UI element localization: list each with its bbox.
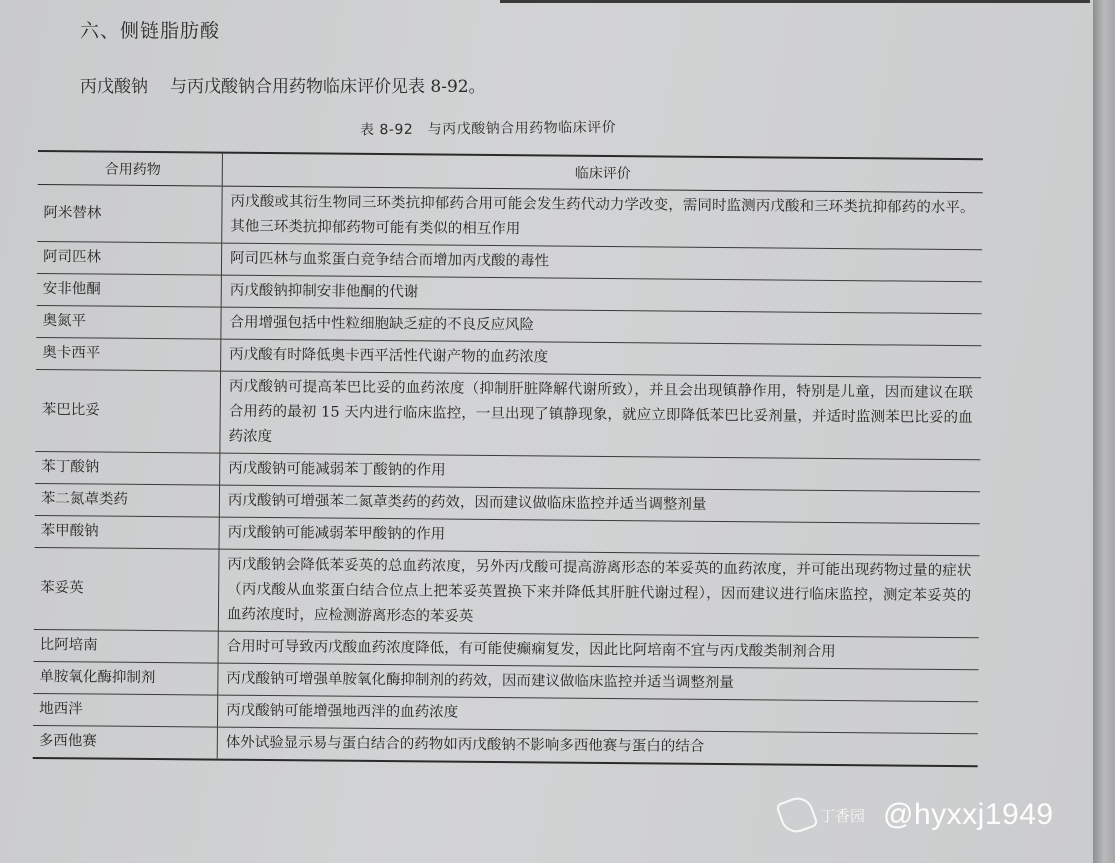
evaluation-cell: 丙戊酸钠可增强苯二氮䓬类药的药效，因而建议做临床监控并适当调整剂量 (219, 485, 980, 524)
intro-drug-name: 丙戊酸钠 (80, 77, 148, 97)
drug-cell: 奥卡西平 (36, 337, 221, 371)
header-evaluation: 临床评价 (222, 153, 983, 193)
table-caption: 表 8-92 与丙戊酸钠合用药物临床评价 (359, 119, 617, 139)
drug-cell: 苯丁酸钠 (35, 451, 220, 485)
top-rule (500, 0, 1090, 3)
interaction-table (33, 150, 983, 767)
evaluation-cell: 合用增强包括中性粒细胞缺乏症的不良反应风险 (221, 307, 982, 346)
header-drug: 合用药物 (38, 151, 223, 186)
drug-cell: 比阿培南 (34, 629, 219, 663)
watermark-brand: 丁香园 (820, 806, 866, 825)
interaction-table-wrapper (33, 150, 983, 767)
drug-cell: 地西泮 (33, 693, 218, 727)
evaluation-cell: 丙戊酸钠抑制安非他酮的代谢 (221, 275, 982, 314)
evaluation-cell: 丙戊酸钠可提高苯巴比妥的血药浓度（抑制肝脏降解代谢所致），并且会出现镇静作用，特别是儿童，因而建议在联合用药的最初 15 天内进行临床监控，一旦出现了镇静现象，就应立即降低苯巴比妥剂量，并适时监测苯巴比妥的血药浓度 (220, 371, 981, 460)
section-heading: 六、侧链脂肪酸 (80, 20, 221, 42)
table-row (33, 725, 978, 766)
drug-cell: 安非他酮 (37, 273, 222, 307)
intro-paragraph (80, 72, 486, 97)
table-row (34, 547, 980, 637)
evaluation-cell: 丙戊酸钠会降低苯妥英的总血药浓度，另外丙戊酸可提高游离形态的苯妥英的血药浓度，并可能出现药物过量的症状（丙戊酸从血浆蛋白结合位点上把苯妥英置换下来并降低其肝脏代谢过程），因而建议进行临床监控，测定苯妥英的血药浓度时，应检测游离形态的苯妥英 (218, 549, 979, 638)
evaluation-cell: 丙戊酸钠可增强单胺氧化酶抑制剂的药效，因而建议做临床监控并适当调整剂量 (218, 663, 979, 702)
evaluation-cell: 丙戊酸钠可能减弱苯甲酸钠的作用 (219, 517, 980, 556)
watermark-handle: @hyxxj1949 (883, 798, 1054, 831)
drug-cell: 苯妥英 (34, 547, 219, 631)
drug-cell: 奥氮平 (36, 305, 221, 339)
table-row (35, 369, 981, 459)
evaluation-cell: 丙戊酸钠可能减弱苯丁酸钠的作用 (220, 453, 981, 492)
book-gutter (1093, 0, 1115, 863)
drug-cell: 多西他赛 (33, 725, 218, 759)
evaluation-cell: 合用时可导致丙戊酸血药浓度降低，有可能使癫痫复发，因此比阿培南不宜与丙戊酸类制剂合用 (218, 631, 979, 670)
table-row (37, 184, 982, 249)
leaf-logo-icon (775, 793, 819, 837)
evaluation-cell: 体外试验显示易与蛋白结合的药物如丙戊酸钠不影响多西他赛与蛋白的结合 (217, 727, 978, 766)
watermark (780, 790, 1054, 840)
drug-cell: 苯甲酸钠 (35, 515, 220, 549)
drug-cell: 阿米替林 (37, 184, 222, 243)
evaluation-cell: 丙戊酸或其衍生物同三环类抗抑郁药合用可能会发生药代动力学改变，需同时监测丙戊酸和三环类抗抑郁药的水平。其他三环类抗抑郁药物可能有类似的相互作用 (222, 186, 983, 250)
drug-cell: 苯二氮䓬类药 (35, 483, 220, 517)
evaluation-cell: 丙戊酸钠可能增强地西泮的血药浓度 (217, 695, 978, 734)
drug-cell: 苯巴比妥 (35, 369, 220, 453)
intro-sentence: 与丙戊酸钠合用药物临床评价见表 8-92。 (170, 77, 486, 97)
drug-cell: 阿司匹林 (37, 241, 222, 275)
evaluation-cell: 阿司匹林与血浆蛋白竞争结合而增加丙戊酸的毒性 (221, 243, 982, 282)
table-body (33, 184, 983, 766)
evaluation-cell: 丙戊酸有时降低奥卡西平活性代谢产物的血药浓度 (221, 339, 982, 378)
drug-cell: 单胺氧化酶抑制剂 (33, 661, 218, 695)
